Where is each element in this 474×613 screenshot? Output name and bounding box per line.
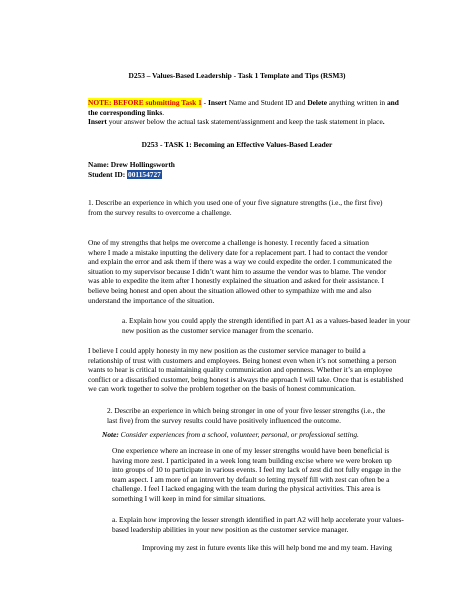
student-name: Name: Drew Hollingsworth bbox=[88, 160, 175, 169]
student-info: Name: Drew Hollingsworth Student ID: 001154727 bbox=[88, 160, 175, 179]
document-title: D253 – Values-Based Leadership - Task 1 Template and Tips (RSM3) bbox=[128, 71, 346, 80]
answer-2a: Improving my zest in future events like this will help bond me and my team. Having bbox=[142, 543, 393, 552]
question-1: 1. Describe an experience in which you used one of your five signature strengths (i.e., the first five) from the survey results to overcome a challenge. bbox=[88, 198, 383, 217]
note-label: NOTE: BEFORE submitting Task 1 bbox=[88, 98, 202, 107]
answer-2: One experience where an increase in one of my lesser strengths would have been beneficial is having more zest. I participated in a week long team building excise where we were broken up into groups of 10 to participate in various events. I feel my lack of zest did not fully engage in the team aspect. I am more of an introvert by default so letting myself fill with zest can often be a challenge. I feel I lacked engaging with the team during the physical activities. This area is something I will keep in mind for similar situations. bbox=[112, 446, 401, 503]
task-heading: D253 - TASK 1: Becoming an Effective Values-Based Leader bbox=[141, 140, 333, 149]
question-1a: a. Explain how you could apply the strength identified in part A1 as a values-based leader in your new position as the customer service manager from the scenario. bbox=[122, 316, 411, 335]
answer-1: One of my strengths that helps me overcome a challenge is honesty. I recently faced a situation where I made a mistake inputting the delivery date for a replacement part. I had to contact the vendor and explain the error and ask them if there was a way we could expedite the order. I communicated the situation to my supervisor because I didn’t want him to assume the vendor was to blame. The vendor was able to expedite the item after I honestly explained the situation and asked for their assistance. I believe being honest and open about the situation allowed other to sympathize with me and also understand the importance of the situation. bbox=[88, 238, 392, 305]
student-id-value: 001154727 bbox=[128, 169, 161, 179]
note-2: Note: Consider experiences from a school, volunteer, personal, or professional setting. bbox=[102, 430, 359, 439]
note-2-label: Note: bbox=[102, 430, 119, 439]
submission-note: NOTE: BEFORE submitting Task 1 - Insert Name and Student ID and Delete anything written in and the corresponding links. Insert your answer below the actual task statement/assignment and keep the task statement in place. bbox=[88, 98, 399, 127]
question-2: 2. Describe an experience in which being stronger in one of your five lesser strengths (i.e., the last five) from the survey results could have positively influenced the outcome. bbox=[107, 406, 386, 425]
question-2a: a. Explain how improving the lesser strength identified in part A2 will help accelerate your values- based leadership abilities in your new position as the customer service manager. bbox=[112, 515, 404, 534]
answer-1a: I believe I could apply honesty in my new position as the customer service manager to build a relationship of trust with customers and employees. Being honest even when it’s not something a person wants to hear is critical to maintaining quality communication and openness. Whether it’s an employee conflict or a dissatisfied customer, being honest is always the approach I will take. Once that is established we can work together to solve the problem together on the basis of honest communication. bbox=[88, 346, 404, 394]
